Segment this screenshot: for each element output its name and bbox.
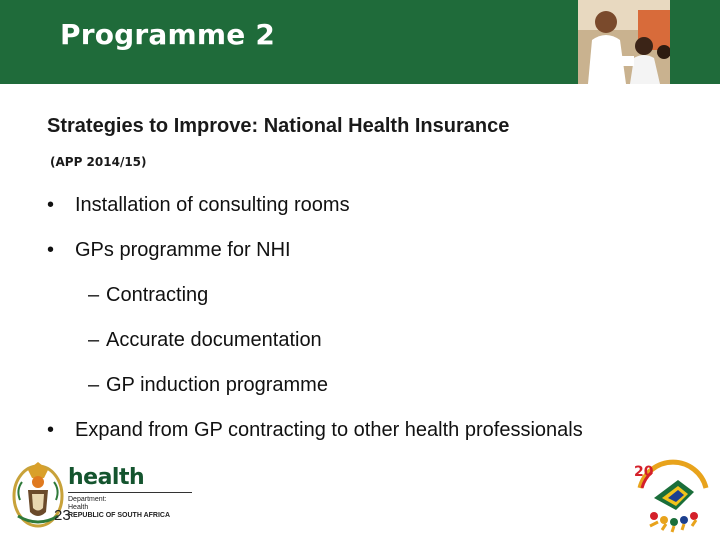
dash-mark: – — [88, 284, 100, 306]
sub-bullet-text: Contracting — [106, 284, 209, 306]
bullet-mark: • — [47, 239, 55, 261]
anniversary-logo-icon — [632, 458, 712, 536]
sub-bullet-text: Accurate documentation — [106, 329, 322, 351]
svg-text:20: 20 — [634, 464, 654, 480]
slide-title: Programme 2 — [60, 18, 276, 51]
bullet-mark: • — [47, 194, 55, 216]
section-subtitle: Strategies to Improve: National Health Insurance — [47, 115, 510, 137]
bullet-mark: • — [47, 419, 55, 441]
app-reference: (APP 2014/15) — [50, 155, 147, 169]
dash-mark: – — [88, 374, 100, 396]
page-number: 23 — [54, 507, 71, 524]
health-logo-text: health — [68, 465, 145, 490]
header-banner — [0, 0, 720, 84]
sub-bullet-text: GP induction programme — [106, 374, 328, 396]
department-label — [68, 496, 198, 520]
dept-line: Department: — [68, 496, 107, 503]
dash-mark: – — [88, 329, 100, 351]
divider — [68, 492, 192, 493]
header-photo — [578, 0, 670, 84]
bullet-text: GPs programme for NHI — [75, 239, 291, 261]
dept-country: REPUBLIC OF SOUTH AFRICA — [68, 512, 171, 519]
dept-line: Health — [68, 504, 89, 511]
bullet-text: Installation of consulting rooms — [75, 194, 350, 216]
bullet-text: Expand from GP contracting to other health professionals — [75, 419, 583, 441]
